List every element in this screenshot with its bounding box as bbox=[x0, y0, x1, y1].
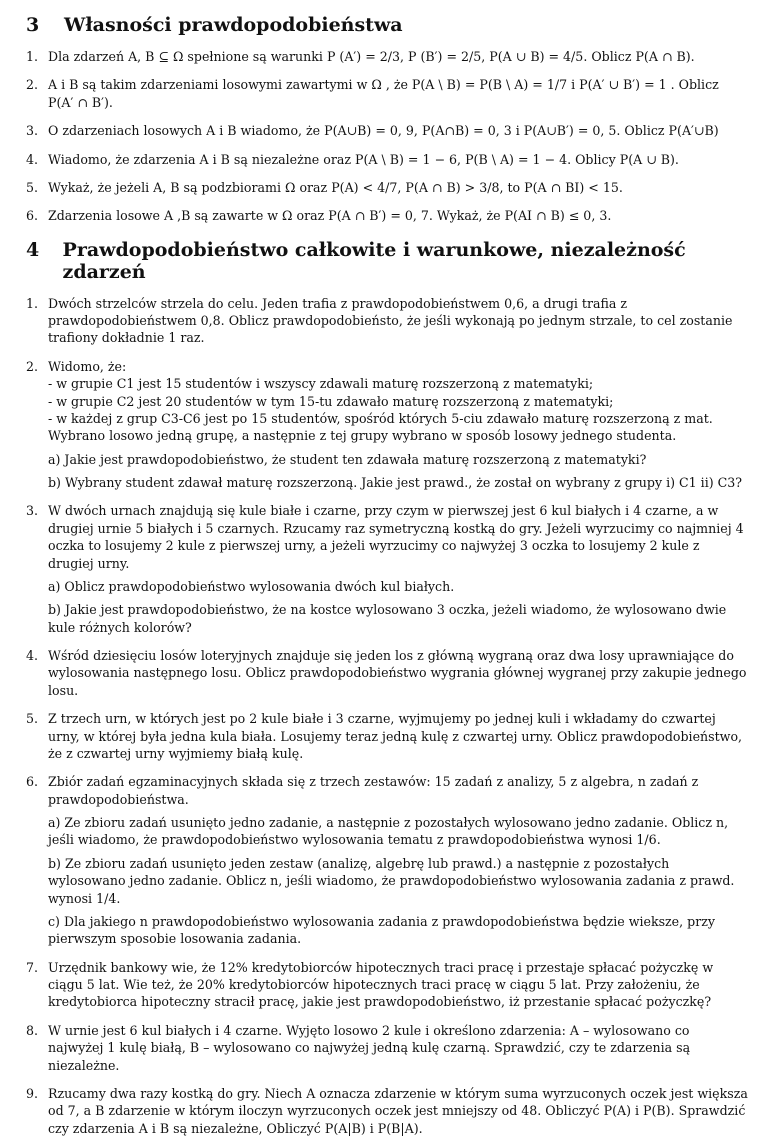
exercise-item bbox=[26, 773, 748, 947]
exercise-item bbox=[26, 151, 748, 168]
exercise-subquestion: a) Ze zbioru zadań usunięto jedno zadanie, a następnie z pozostałych wylosowano jedno zadanie. Oblicz n, jeśli wiadomo, że prawdopodobieństwo wylosowania tematu z prawdopodobieństwa wynosi 1/6. bbox=[48, 815, 729, 848]
exercise-body bbox=[48, 959, 748, 1011]
exercise-text: A i B są takim zdarzeniami losowymi zawartymi w Ω , że P(A \ B) = P(B \ A) = 1/7 i P(A′ ∪ B′) = 1 . Oblicz P(A′ ∩ B′). bbox=[48, 77, 719, 110]
exercise-text: Rzucamy dwa razy kostką do gry. Niech A oznacza zdarzenie w którym suma wyrzuconych oczek jest większa od 7, a B zdarzenie w którym iloczyn wyrzuconych oczek jest mniejszy od 48. Obliczyć P(A) i P(B). Sprawdzić czy zdarzenia A i B są niezależne, Obliczyć P(A|B) i P(B|A). bbox=[48, 1085, 748, 1136]
exercise-line: - w każdej z grup C3-C6 jest po 15 studentów, spośród których 5-ciu zdawało maturę rozszerzoną z mat. bbox=[48, 410, 713, 426]
exercise-body bbox=[48, 1085, 748, 1137]
exercise-item bbox=[26, 647, 748, 699]
exercise-subquestion: b) Ze zbioru zadań usunięto jeden zestaw (analizę, algebrę lub prawd.) a następnie z pozostałych wylosowano jedno zadanie. Oblicz n, jeśli wiadomo, że prawdopodobieństwo wylosowania zadania z prawd. wynosi 1/4. bbox=[48, 855, 735, 906]
exercise-text: Wśród dziesięciu losów loteryjnych znajduje się jeden los z główną wygraną oraz dwa losy uprawniające do wylosowania następnego losu. Oblicz prawdopodobieństwo wygrania głównej wygranej przy zakupie jednego losu. bbox=[48, 648, 747, 698]
exercise-subquestion: a) Oblicz prawdopodobieństwo wylosowania dwóch kul białych. bbox=[48, 578, 455, 594]
exercise-body bbox=[48, 207, 748, 224]
exercise-text: Dwóch strzelców strzela do celu. Jeden trafia z prawdopodobieństwem 0,6, a drugi trafia z prawdopodobieństwem 0,8. Oblicz prawdopodobieństo, że jeśli wykonają po jednym strzale, to cel zostanie trafiony dokładnie 1 raz. bbox=[48, 295, 733, 346]
section-title: Prawdopodobieństwo całkowite i warunkowe, niezależność zdarzeń bbox=[62, 238, 686, 283]
exercise-item bbox=[26, 122, 748, 139]
exercise-line: Wybrano losowo jedną grupę, a następnie z tej grupy wybrano w sposób losowy jednego studenta. bbox=[48, 428, 677, 444]
exercise-item bbox=[26, 1085, 748, 1137]
section-4-exercises bbox=[26, 295, 748, 1137]
exercise-number: 3. bbox=[26, 123, 39, 139]
exercise-item bbox=[26, 76, 748, 111]
exercise-body bbox=[48, 48, 748, 65]
exercise-item bbox=[26, 358, 748, 492]
exercise-body bbox=[48, 773, 748, 947]
section-4-heading bbox=[26, 239, 748, 283]
exercise-number: 2. bbox=[26, 77, 39, 93]
exercise-body bbox=[48, 76, 748, 111]
exercise-number: 7. bbox=[26, 959, 39, 975]
exercise-body bbox=[48, 358, 748, 492]
exercise-item bbox=[26, 1022, 748, 1074]
exercise-item bbox=[26, 179, 748, 196]
exercise-subquestion: c) Dla jakiego n prawdopodobieństwo wylosowania zadania z prawdopodobieństwa będzie wieksze, przy pierwszym sposobie losowania zadania. bbox=[48, 913, 715, 947]
section-number: 4 bbox=[26, 238, 40, 261]
exercise-text: W dwóch urnach znajdują się kule białe i czarne, przy czym w pierwszej jest 6 kul białych i 4 czarne, a w drugiej urnie 5 białych i 5 czarnych. Rzucamy raz symetryczną kostką do gry. Jeżeli wyrzucimy co najmniej 4 oczka to losujemy 2 kule z pierwszej urny, a jeżeli wyrzucimy co najwyżej 3 oczka to losujemy 2 kule z drugiej urny. bbox=[48, 503, 744, 571]
exercise-text: W urnie jest 6 kul białych i 4 czarne. Wyjęto losowo 2 kule i określono zdarzenia: A – wylosowano co najwyżej 1 kulę białą, B – wylosowano co najwyżej jedną kulę czarną. Sprawdzić, czy te zdarzenia są niezależne. bbox=[48, 1022, 691, 1073]
exercise-item bbox=[26, 502, 748, 636]
exercise-text: Z trzech urn, w których jest po 2 kule białe i 3 czarne, wyjmujemy po jednej kuli i wkładamy do czwartej urny, w której była jedna kula biała. Losujemy teraz jedną kulę z czwartej urny. Oblicz prawdopodobieństwo, że z czwartej urny wyjmiemy białą kulę. bbox=[48, 711, 743, 761]
exercise-body bbox=[48, 502, 748, 636]
exercise-text: Wiadomo, że zdarzenia A i B są niezależne oraz P(A \ B) = 1 − 6, P(B \ A) = 1 − 4. Oblicy P(A ∪ B). bbox=[48, 151, 679, 167]
exercise-text: Urzędnik bankowy wie, że 12% kredytobiorców hipotecznych traci pracę i przestaje spłacać pożyczkę w ciągu 5 lat. Wie też, że 20% kredytobiorców hipotecznych traci pracę w ciągu 5 lat. Przy założeniu, że kredytobiorca hipoteczny stracił pracę, jakie jest prawdopodobieństwo, iż przestanie spłacać pożyczkę? bbox=[48, 959, 714, 1010]
section-3-exercises bbox=[26, 48, 748, 225]
section-3-heading bbox=[26, 14, 748, 36]
exercise-body bbox=[48, 295, 748, 347]
exercise-item bbox=[26, 959, 748, 1011]
exercise-number: 4. bbox=[26, 648, 39, 663]
exercise-item bbox=[26, 710, 748, 762]
exercise-number: 4. bbox=[26, 151, 39, 167]
exercise-subquestion: a) Jakie jest prawdopodobieństwo, że student ten zdawała maturę rozszerzoną z matematyki? bbox=[48, 451, 647, 467]
section-number: 3 bbox=[26, 14, 40, 36]
exercise-number: 2. bbox=[26, 358, 39, 374]
exercise-number: 6. bbox=[26, 208, 39, 224]
exercise-text: Widomo, że: bbox=[48, 358, 127, 374]
exercise-text: O zdarzeniach losowych A i B wiadomo, że P(A∪B) = 0, 9, P(A∩B) = 0, 3 i P(A∪B′) = 0, 5. Oblicz P(A′∪B) bbox=[48, 123, 719, 139]
exercise-item bbox=[26, 295, 748, 347]
exercise-body bbox=[48, 179, 748, 196]
exercise-text: Zbiór zadań egzaminacyjnych składa się z trzech zestawów: 15 zadań z analizy, 5 z algebra, n zadań z prawdopodobieństwa. bbox=[48, 774, 699, 807]
exercise-subquestion: b) Wybrany student zdawał maturę rozszerzoną. Jakie jest prawd., że został on wybrany z grupy i) C1 ii) C3? bbox=[48, 475, 743, 490]
exercise-number: 1. bbox=[26, 295, 39, 311]
exercise-number: 5. bbox=[26, 711, 39, 727]
exercise-number: 5. bbox=[26, 179, 39, 195]
exercise-item bbox=[26, 48, 748, 65]
exercise-line: - w grupie C1 jest 15 studentów i wszyscy zdawali maturę rozszerzoną z matematyki; bbox=[48, 376, 594, 392]
exercise-item bbox=[26, 207, 748, 224]
exercise-body bbox=[48, 1022, 748, 1074]
exercise-number: 8. bbox=[26, 1022, 39, 1038]
exercise-subquestion: b) Jakie jest prawdopodobieństwo, że na kostce wylosowano 3 oczka, jeżeli wiadomo, że wylosowano dwie kule różnych kolorów? bbox=[48, 602, 727, 635]
exercise-text: Wykaż, że jeżeli A, B są podzbiorami Ω oraz P(A) < 4/7, P(A ∩ B) > 3/8, to P(A ∩ BI) < 15. bbox=[48, 179, 623, 195]
exercise-body bbox=[48, 151, 748, 168]
exercise-line: - w grupie C2 jest 20 studentów w tym 15-tu zdawało maturę rozszerzoną z matematyki; bbox=[48, 393, 614, 409]
exercise-number: 1. bbox=[26, 49, 39, 64]
exercise-text: Zdarzenia losowe A ,B są zawarte w Ω oraz P(A ∩ B′) = 0, 7. Wykaż, że P(AI ∩ B) ≤ 0, 3. bbox=[48, 208, 612, 224]
exercise-number: 3. bbox=[26, 503, 39, 519]
exercise-body bbox=[48, 647, 748, 699]
exercise-body bbox=[48, 122, 748, 139]
exercise-body bbox=[48, 710, 748, 762]
exercise-number: 6. bbox=[26, 774, 39, 790]
section-title: Własności prawdopodobieństwa bbox=[64, 14, 403, 36]
exercise-text: Dla zdarzeń A, B ⊆ Ω spełnione są warunki P (A′) = 2/3, P (B′) = 2/5, P(A ∪ B) = 4/5. Oblicz P(A ∩ B). bbox=[48, 49, 695, 64]
exercise-number: 9. bbox=[26, 1085, 39, 1101]
